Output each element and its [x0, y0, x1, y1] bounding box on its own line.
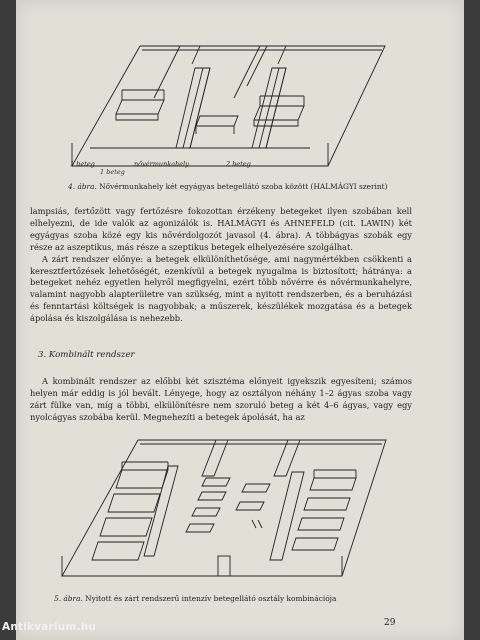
figure-5-caption: [54, 594, 336, 603]
figure-5-caption-number: 5. ábra.: [54, 594, 83, 603]
section-title: [38, 350, 135, 360]
paragraph-3: A kombinált rendszer az előbbi két szisztéma előnyeit igyekszik egyesíteni; számos helyen már eddig is jól bevált. Lényege, hogy az osztályon néhány 1–2 ágyas szoba vagy zárt fülke van, míg a többi, elkülönítésre nem szoruló beteg a két 4–6 ágyas, vagy egy nyolcágyas szobába kerül. Megnehezíti a betegek ápolását, ha az: [30, 376, 412, 422]
fig4-label-3: 2 beteg: [226, 160, 251, 168]
figure-4-caption: [68, 182, 388, 191]
figure-5-caption-text: Nyitott és zárt rendszerű intenzív betegellátó osztály kombinációja: [82, 594, 337, 603]
paragraph-1: lampsiás, fertőzött vagy fertőzésre fokozottan érzékeny betegeket ilyen szobában kell elhelyezni, de ide valók az agonizálók is. HALMÁGYI és AHNEFELD (cit. LAWIN) két egyágyas szoba közé egy kis nővérdolgozót javasol (4. ábra). A többágyas szobák egy része az aszeptikus, más része a szeptikus betegek elhelyezésére szolgálhat.: [30, 206, 412, 252]
watermark-logo: Antikvarium.hu: [2, 621, 97, 633]
body-text-bottom: [30, 376, 412, 424]
figure-4-caption-text: Nővérmunkahely két egyágyas betegellátó szoba között (HALMÁGYI szerint): [96, 182, 388, 191]
figure-4-drawing: [60, 38, 390, 178]
figure-4-caption-number: 4. ábra.: [68, 182, 97, 191]
body-text-top: [30, 206, 412, 325]
book-page: [16, 0, 464, 640]
section-title-text: 3. Kombinált rendszer: [38, 350, 135, 360]
page-number: 29: [384, 618, 396, 628]
paragraph-2: A zárt rendszer előnye: a betegek elkülöníthetősége, ami nagymértékben csökkenti a keresztfertőzések lehetőségét, ezenkívül a betegek nyugalma is biztosított; hátránya: a betegeket nehéz egyetlen helyről megfigyelni, ezért több nővérre és nővérmunkahelyre, valamint nagyobb alapterületre van szükség, mint a nyitott rendszerben, és a beruházási és fenntartási költségek is nagyobbak; a műszerek, készülékek mozgatása és a betegek ápolása és kiszolgálása is nehezebb.: [30, 253, 412, 324]
fig4-label-2: nővérmunkahely: [134, 160, 189, 168]
svg-text:1 beteg: 1 beteg: [100, 168, 125, 176]
fig4-label-1: 1 beteg: [70, 160, 95, 168]
figure-5-drawing: [56, 436, 396, 586]
